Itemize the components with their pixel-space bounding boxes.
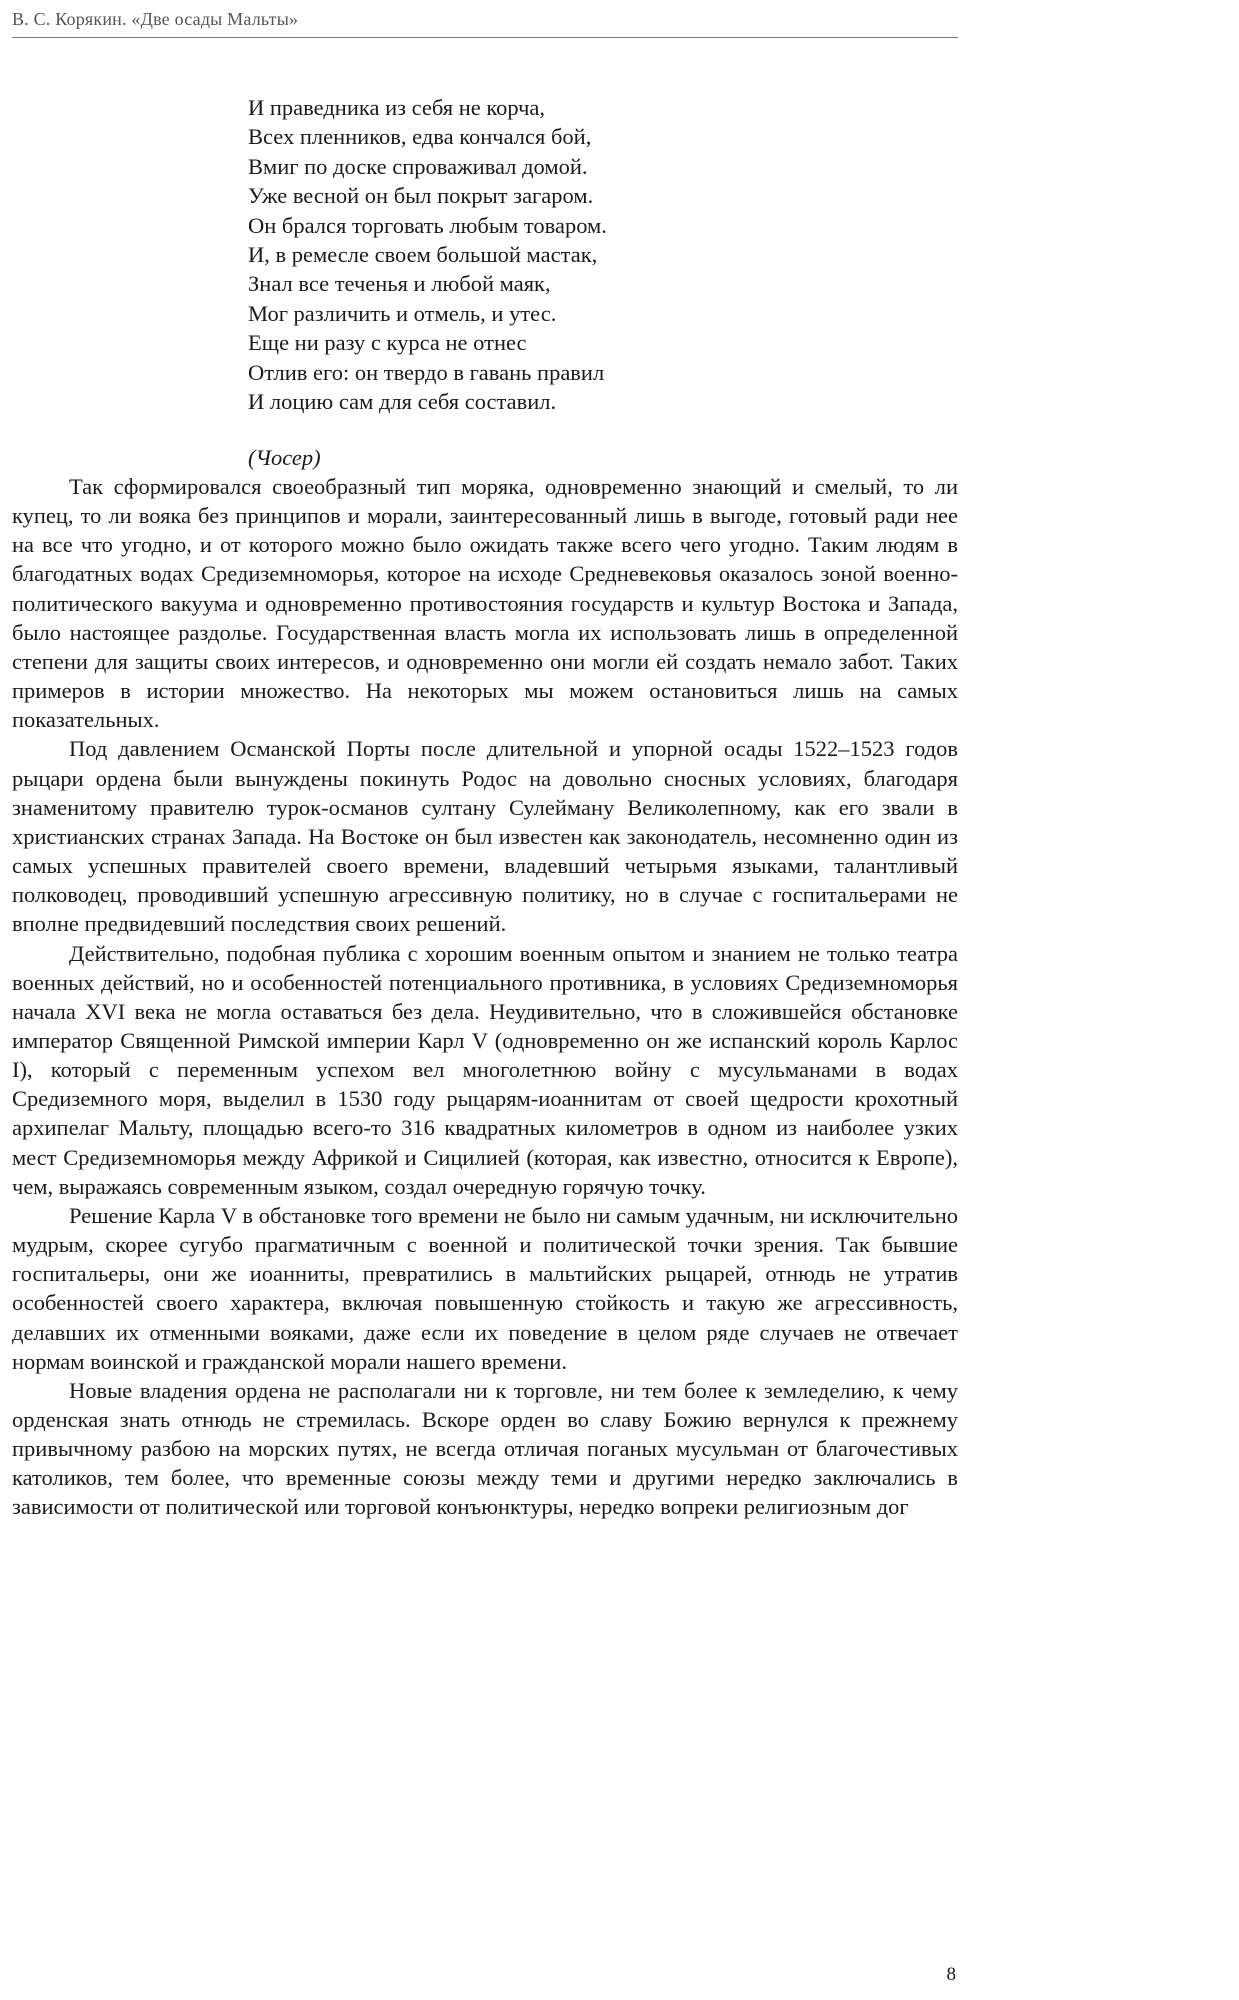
running-header: В. С. Корякин. «Две осады Мальты» <box>12 9 299 29</box>
poem-line: Вмиг по доске спроваживал домой. <box>248 153 588 179</box>
poem-line: Еще ни разу с курса не отнес <box>248 330 527 356</box>
paragraph: Действительно, подобная публика с хорошим военным опытом и знанием не только театра военных действий, но и особенностей потенциального противника, в условиях Средиземноморья начала XVI века не могла оставаться без дела. Неудивительно, что в сложившейся обстановке император Священной Римской империи Карл V (одновременно он же испанский король Карлос I), который с переменным успехом вел многолетнюю войну с мусульманами в водах Средиземного моря, выделил в 1530 году рыцарям-иоаннитам от своей щедрости крохотный архипелаг Мальту, площадью всего-то 316 квадратных километров в одном из наиболее узких мест Средиземноморья между Африкой и Сицилией (которая, как известно, относится к Европе), чем, выражаясь современным языком, создал очередную горячую точку. <box>12 940 958 1199</box>
poem-line: Мог различить и отмель, и утес. <box>248 300 557 326</box>
paragraph: Новые владения ордена не располагали ни к торговле, ни тем более к земледелию, к чему орденская знать отнюдь не стремилась. Вскоре орден во славу Божию вернулся к прежнему привычному разбою на морских путях, не всегда отличая поганых мусульман от благочестивых католиков, тем более, что временные союзы между теми и другими нередко заключались в зависимости от политической или торговой конъюнктуры, нередко вопреки религиозным дог <box>12 1377 958 1520</box>
paragraph: Под давлением Османской Порты после длительной и упорной осады 1522–1523 годов рыцари ордена были вынуждены покинуть Родос на довольно сносных условиях, благодаря знаменитому правителю турок-османов султану Сулейману Великолепному, как его звали в христианских странах Запада. На Востоке он был известен как законодатель, несомненно один из самых успешных правителей своего времени, владевший четырьмя языками, талантливый полководец, проводивший успешную агрессивную политику, но в случае с госпитальерами не вполне предвидевший последствия своих решений. <box>12 736 958 937</box>
paragraph: Решение Карла V в обстановке того времени не было ни самым удачным, ни исключительно мудрым, скорее сугубо прагматичным с военной и политической точки зрения. Так бывшие госпитальеры, они же иоанниты, превратились в мальтийских рыцарей, отнюдь не утратив особенностей своего характера, включая повышенную стойкость и такую же агрессивность, делавших их отменными вояками, даже если их поведение в целом ряде случаев не отвечает нормам воинской и гражданской морали нашего времени. <box>12 1202 958 1374</box>
poem-line: И лоцию сам для себя составил. <box>248 389 557 415</box>
poem-line: Знал все теченья и любой маяк, <box>248 271 551 297</box>
paragraph: Так сформировался своеобразный тип моряка, одновременно знающий и смелый, то ли купец, то ли вояка без принципов и морали, заинтересованный лишь в выгоде, готовый ради нее на все что угодно, и от которого можно было ожидать также всего чего угодно. Таким людям в благодатных водах Средиземноморья, которое на исходе Средневековья оказалось зоной военно-политического вакуума и одновременно противостояния государств и культур Востока и Запада, было настоящее раздолье. Государственная власть могла их использовать лишь в определенной степени для защиты своих интересов, и одновременно они могли ей создать немало забот. Таких примеров в истории множество. На некоторых мы можем остановиться лишь на самых показательных. <box>12 474 958 733</box>
poem-line: Отлив его: он твердо в гавань правил <box>248 359 605 385</box>
poem-line: Уже весной он был покрыт загаром. <box>248 183 594 209</box>
poem-line: Всех пленников, едва кончался бой, <box>248 124 592 150</box>
poem-attribution: (Чосер) <box>248 445 321 470</box>
page-number: 8 <box>946 1964 956 1985</box>
header-divider <box>12 37 958 38</box>
poem-line: И, в ремесле своем большой мастак, <box>248 242 598 268</box>
poem-epigraph <box>248 93 607 416</box>
poem-line: И праведника из себя не корча, <box>248 95 546 120</box>
body-text <box>12 472 958 1522</box>
poem-line: Он брался торговать любым товаром. <box>248 212 607 238</box>
